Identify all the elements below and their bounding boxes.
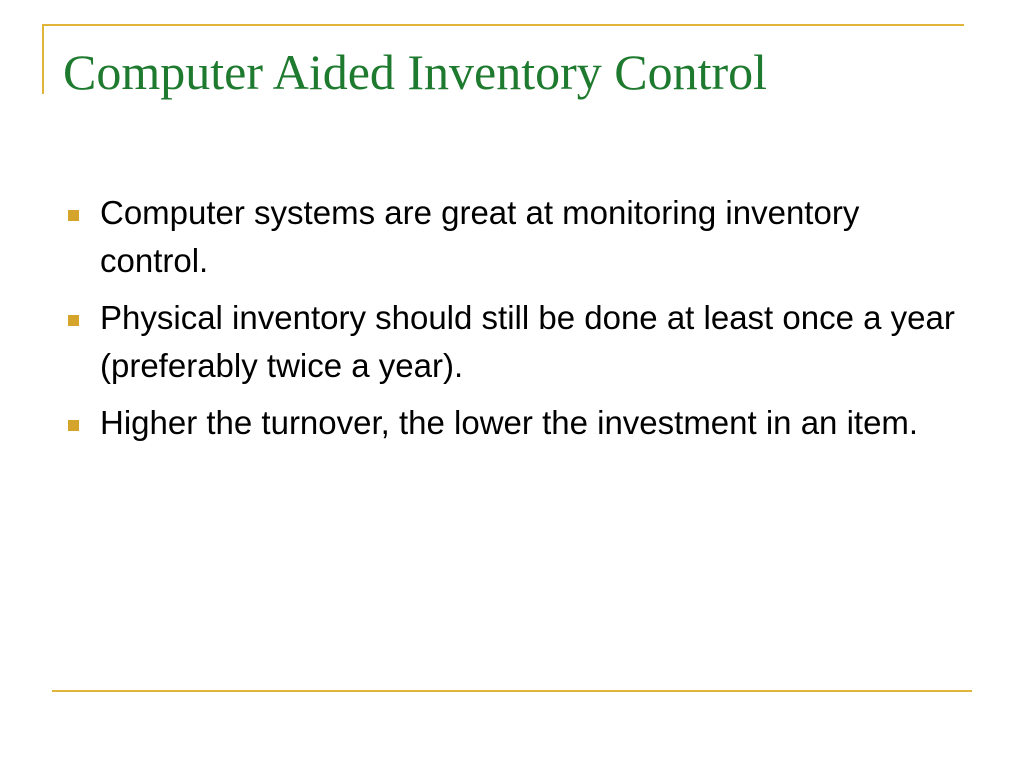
slide-title: Computer Aided Inventory Control xyxy=(63,44,768,100)
top-accent-line xyxy=(42,24,964,26)
bullet-text: Physical inventory should still be done at least once a year (preferably twice a year). xyxy=(100,299,955,384)
bullet-text: Higher the turnover, the lower the investment in an item. xyxy=(100,404,919,441)
left-accent-line xyxy=(42,24,44,94)
bullet-item xyxy=(64,189,964,285)
bullet-item xyxy=(64,294,964,390)
bottom-accent-line xyxy=(52,690,972,692)
bullet-item xyxy=(64,399,964,447)
bullet-list xyxy=(64,189,964,456)
square-bullet-icon xyxy=(68,210,79,221)
square-bullet-icon xyxy=(68,315,79,326)
bullet-text: Computer systems are great at monitoring inventory control. xyxy=(100,194,860,279)
square-bullet-icon xyxy=(68,420,79,431)
